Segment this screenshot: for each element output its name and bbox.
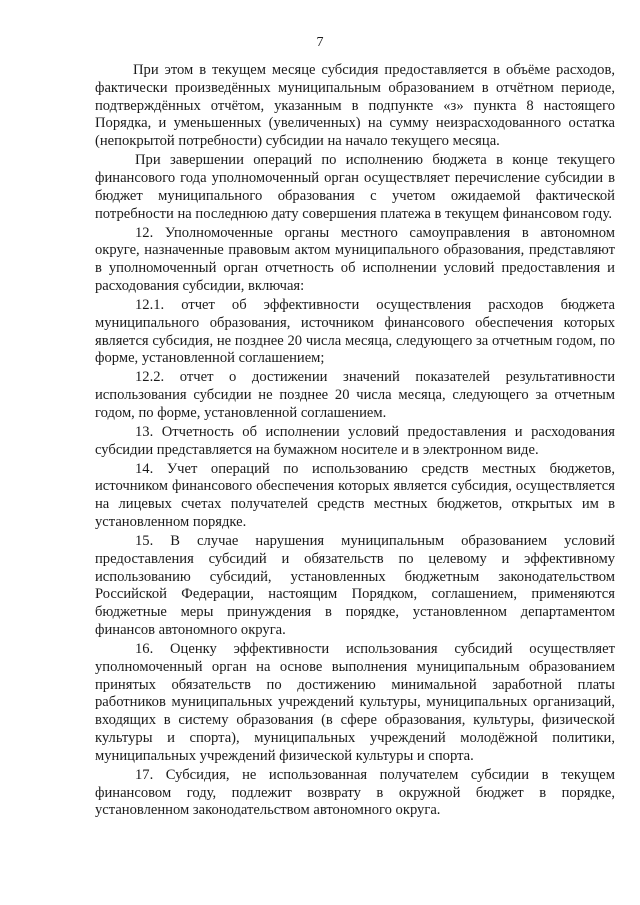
paragraph-item-12-2: 12.2. отчет о достижении значений показателей результативности использования субсидии не позднее 20 числа месяца, следующего за отчетным годом, по форме, установленной соглашением. [95, 369, 615, 421]
document-body [95, 62, 615, 821]
paragraph-item-15: 15. В случае нарушения муниципальным образованием условий предоставления субсидий и обязательств по целевому и эффективному использованию субсидий, установленных бюджетным законодательством Российской Федерации, настоящим Порядком, соглашением, применяются бюджетные меры принуждения в порядке, установленном департаментом финансов автономного округа. [95, 533, 615, 639]
paragraph-item-14: 14. Учет операций по использованию средств местных бюджетов, источником финансового обеспечения которых является субсидия, осуществляется на лицевых счетах получателей средств местных бюджетов, открытых им в установленном порядке. [95, 460, 615, 531]
paragraph-item-13: 13. Отчетность об исполнении условий предоставления и расходования субсидии представляется на бумажном носителе и в электронном виде. [95, 423, 615, 458]
paragraph-item-12-1: 12.1. отчет об эффективности осуществления расходов бюджета муниципального образования, источником финансового обеспечения которых является субсидия, не позднее 20 числа месяца, следующего за отчетным годом, по форме, установленной соглашением; [95, 296, 615, 367]
paragraph-item-17: 17. Субсидия, не использованная получателем субсидии в текущем финансовом году, подлежит возврату в окружной бюджет в порядке, установленном законодательством автономного округа. [95, 766, 615, 819]
paragraph-subsidy-current-month: При этом в текущем месяце субсидия предоставляется в объёме расходов, фактически произведённых муниципальным образованием в отчётном периоде, подтверждённых отчётом, указанным в подпункте «з» пункта 8 настоящего Порядка, и уменьшенных (увеличенных) на сумму неизрасходованного остатка (непокрытой потребности) субсидии на начало текущего месяца. [95, 62, 615, 150]
paragraph-year-end-transfer: При завершении операций по исполнению бюджета в конце текущего финансового года уполномоченный орган осуществляет перечисление субсидии в бюджет муниципального образования с учетом ожидаемой фактической потребности на последнюю дату совершения платежа в текущем финансовом году. [95, 152, 615, 222]
paragraph-item-12: 12. Уполномоченные органы местного самоуправления в автономном округе, назначенные правовым актом муниципального образования, представляют в уполномоченный орган отчетность об исполнении условий предоставления и расходования субсидии, включая: [95, 224, 615, 294]
paragraph-item-16: 16. Оценку эффективности использования субсидий осуществляет уполномоченный орган на основе выполнения муниципальным образованием принятых обязательств по достижению минимальной заработной платы работников муниципальных учреждений культуры, муниципальных организаций, входящих в систему образования (в сфере образования, культуры, физической культуры и спорта), муниципальных учреждений молодёжной политики, муниципальных учреждений физической культуры и спорта. [95, 641, 615, 764]
page-number: 7 [316, 35, 324, 50]
